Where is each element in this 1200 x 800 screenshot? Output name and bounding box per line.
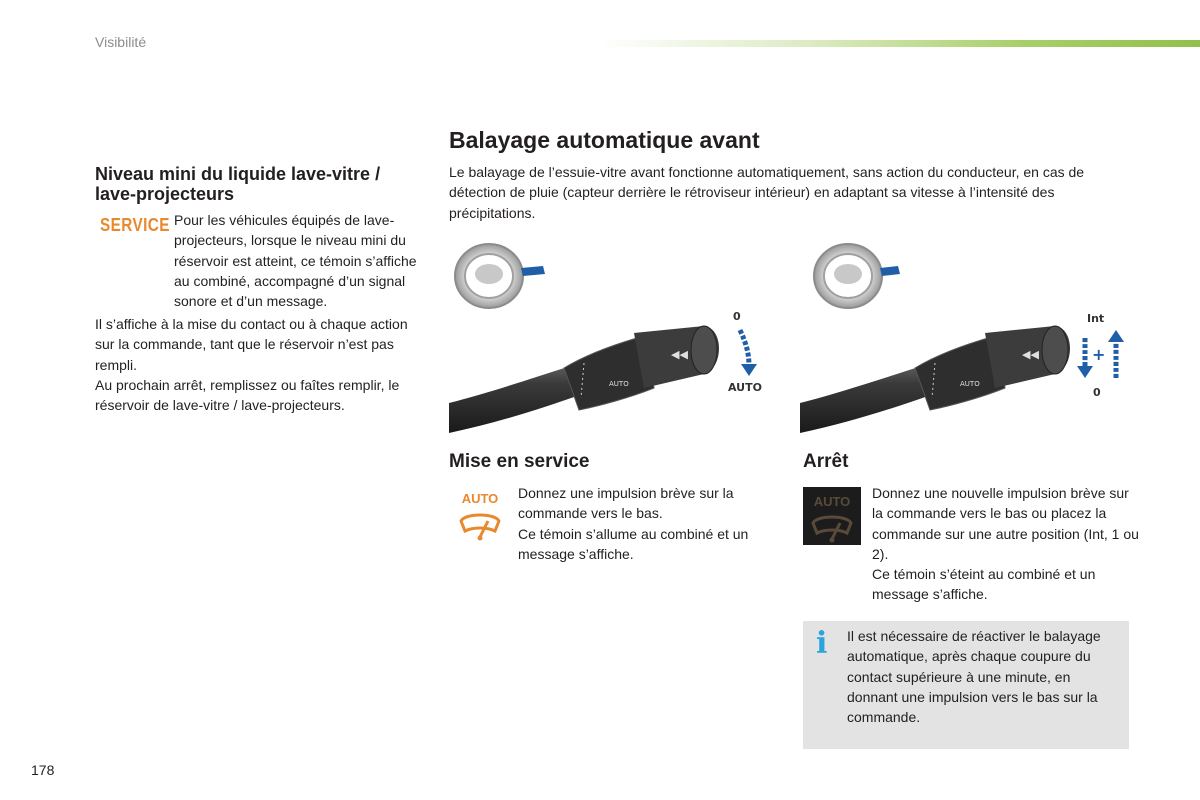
- service-warning-icon: SERVICE: [100, 215, 170, 235]
- deactivation-feedback: Ce témoin s’éteint au combiné et un message s’affiche.: [872, 566, 1096, 603]
- wiper-stalk: [449, 326, 719, 433]
- svg-text:AUTO: AUTO: [609, 380, 629, 388]
- header-accent-bar: [600, 40, 1200, 47]
- service-description: Pour les véhicules équipés de lave-projecteurs, lorsque le niveau mini du réservoir est atteint, ce témoin s’affiche au combiné, accompagné d’un signal sonore et d’un message.: [174, 212, 417, 310]
- steering-wheel-icon: [814, 244, 900, 308]
- left-body-text: [95, 314, 425, 415]
- wiper-stalk: [800, 326, 1070, 433]
- deactivation-title: Arrêt: [803, 451, 849, 472]
- wiper-stalk-deactivation-illustration: [800, 238, 1130, 438]
- deactivation-text: [872, 483, 1142, 605]
- svg-text:AUTO: AUTO: [960, 380, 980, 388]
- intro-paragraph: Le balayage de l’essuie-vitre avant fonctionne automatiquement, sans action du conducteur, en cas de détection de pluie (capteur derrière le rétroviseur intérieur) en adaptant sa vitesse à l’intensité des précipitations.: [449, 164, 1085, 221]
- section-title: Visibilité: [95, 34, 147, 50]
- wiper-stalk-activation-illustration: [449, 238, 779, 438]
- deactivation-instruction: Donnez une nouvelle impulsion brève sur la commande vers le bas ou placez la commande sur une autre position (Int, 1 ou 2).: [872, 485, 1139, 562]
- position-auto-label: AUTO: [728, 381, 762, 394]
- position-zero-label: 0: [1093, 386, 1101, 399]
- svg-text:◀◀: ◀◀: [671, 348, 688, 361]
- svg-text:◀◀: ◀◀: [1022, 348, 1039, 361]
- activation-text: [518, 483, 788, 564]
- auto-wiper-indicator-off-icon: [803, 487, 861, 545]
- left-body-paragraph-2: Au prochain arrêt, remplissez ou faîtes remplir, le réservoir de lave-vitre / lave-projecteurs.: [95, 376, 400, 414]
- info-icon: i: [816, 626, 828, 661]
- page-title: Balayage automatique avant: [449, 127, 760, 153]
- activation-title: Mise en service: [449, 451, 590, 472]
- arrow-down-icon: [1077, 338, 1093, 378]
- steering-wheel-icon: [455, 244, 545, 308]
- arrow-down-icon: [740, 330, 757, 376]
- svg-text:AUTO: AUTO: [813, 494, 851, 509]
- left-body-paragraph-1: Il s’affiche à la mise du contact ou à chaque action sur la commande, tant que le réservoir n’est pas rempli.: [95, 316, 408, 373]
- activation-instruction: Donnez une impulsion brève sur la commande vers le bas.: [518, 485, 734, 522]
- auto-wiper-indicator-icon: [455, 487, 505, 545]
- page-number: 178: [31, 762, 55, 778]
- left-section-title: Niveau mini du liquide lave-vitre / lave-projecteurs: [95, 164, 381, 204]
- svg-text:AUTO: AUTO: [461, 491, 499, 506]
- plus-icon: +: [1092, 345, 1106, 364]
- activation-feedback: Ce témoin s’allume au combiné et un message s’affiche.: [518, 525, 749, 562]
- position-int-label: Int: [1087, 312, 1105, 325]
- position-zero-label: 0: [733, 310, 741, 323]
- arrow-up-icon: [1108, 330, 1124, 378]
- info-note-text: Il est nécessaire de réactiver le balayage automatique, après chaque coupure du contact supérieure à une minute, en donnant une impulsion vers le bas sur la commande.: [847, 628, 1101, 726]
